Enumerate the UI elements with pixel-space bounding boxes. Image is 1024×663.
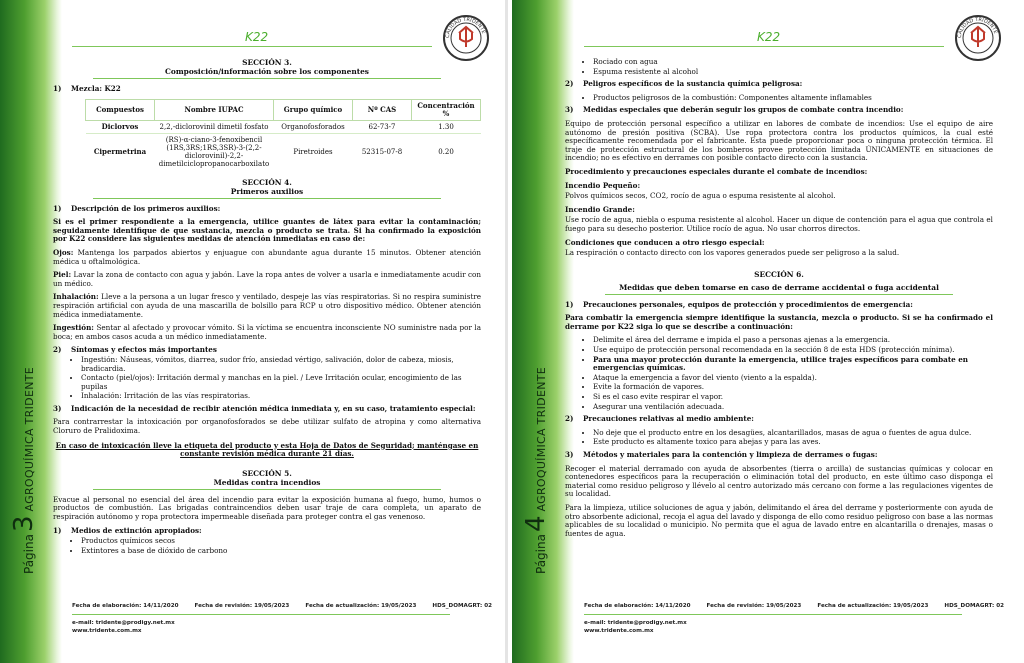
page-number: 3	[9, 515, 39, 533]
document-page-3	[0, 0, 499, 663]
footer-web: www.tridente.com.mx	[584, 628, 654, 634]
section-5-title: SECCIÓN 5.	[242, 468, 292, 478]
section-rule	[93, 78, 441, 79]
spill-list	[565, 336, 993, 411]
fire-intro: Evacue al personal no esencial del área del incendio para evitar la exposición humana al fuego, humo, humos o productos de combustión. Las brigadas contraincendios deben usar traje de cara completa, un aparato de respiración autónomo y ropa protectora impermeable diseñada para proteger contra el gas venenoso.	[53, 494, 481, 522]
table-cell: Piretroides	[293, 147, 333, 156]
firefighter-heading: 3) Medidas especiales que deberán seguir los grupos de combate contra incendio:	[565, 105, 904, 115]
section-6-subtitle: Medidas que deben tomarse en caso de derrame accidental o fuga accidental	[619, 282, 939, 292]
first-aid-heading: 1) Descripción de los primeros auxilios:	[53, 203, 221, 213]
calidad-tridente-seal-icon	[442, 14, 490, 62]
col-header: Grupo químico	[274, 99, 353, 120]
page-label-prefix: Página	[534, 534, 548, 574]
list-item: • Este producto es altamente toxico para abejas y para las aves.	[593, 438, 993, 447]
calidad-tridente-seal-icon	[954, 14, 1002, 62]
small-fire-heading: Incendio Pequeño:	[565, 180, 641, 190]
list-item: • Ataque la emergencia a favor del viento (viento a la espalda).	[593, 374, 993, 383]
conditions-heading: Condiciones que conducen a otro riesgo especial:	[565, 237, 765, 247]
section-6-title: SECCIÓN 6.	[754, 269, 804, 279]
equipment-paragraph: Equipo de protección personal específico a utilizar en labores de combate de incendios: Use el equipo de aire autónomo de presión positiva (SCBA). Use ropa protectora contra los productos químicos, la cual esté específicamente recomendada por el fabricante. Esta puede proporcionar poca o ninguna protección térmica. El traje de protección estructural de los bomberos provee protección limitada ÚNICAMENTE en situaciones de incendio; no es efectivo en derrames con posible contacto directo con la sustancia.	[565, 118, 993, 163]
personal-precautions-heading: 1) Precauciones personales, equipos de protección y procedimientos de emergencia:	[565, 299, 913, 309]
extinction-list-cont	[565, 58, 993, 76]
large-fire-heading: Incendio Grande:	[565, 204, 635, 214]
table-cell: 1.30	[412, 120, 481, 133]
list-item: • Asegurar una ventilación adecuada.	[593, 403, 993, 412]
table-cell: 62-73-7	[353, 120, 412, 133]
footer-code: HDS_DOMAGRT: 02	[944, 603, 1004, 609]
col-header: Compuestos	[86, 99, 155, 120]
piel-paragraph: Piel: Lavar la zona de contacto con agua y jabón. Lave la ropa antes de volver a usarla e inmediatamente acudir con un médico.	[53, 270, 481, 288]
footer-email: e-mail: tridente@prodigy.net.mx	[584, 620, 687, 626]
composition-table	[85, 99, 481, 170]
table-cell: Cipermetrina	[93, 146, 147, 156]
col-header: Nº CAS	[353, 99, 412, 120]
col-header: Nombre IUPAC	[155, 99, 274, 120]
ojos-paragraph: Ojos: Mantenga los parpados abiertos y enjuague con abundante agua durante 15 minutos. Obtener atención médica u oftalmológica.	[53, 247, 481, 266]
section-5-subtitle: Medidas contra incendios	[213, 477, 321, 487]
footer-email: e-mail: tridente@prodigy.net.mx	[72, 620, 175, 626]
page-gutter	[505, 0, 508, 663]
list-item: • Inhalación: Irritación de las vías respiratorias.	[81, 392, 481, 401]
procedure-heading: Procedimiento y precauciones especiales durante el combate de incendios:	[565, 166, 868, 176]
list-item: • Productos peligrosos de la combustión: Componentes altamente inflamables	[593, 94, 993, 103]
inhalacion-paragraph: Inhalación: Lleve a la persona a un lugar fresco y ventilado, despeje las vías respiratorias. Si no respira suministre respiración artificial con ayuda de una mascarilla de bolsillo para RCP u otro dispositivo médico. Obtener atención médica inmediatamente.	[53, 292, 481, 319]
table-cell: (RS)-α-ciano-3-fenoxibencil (1RS,3RS;1RS,3SR)-3-(2,2-diclorovinil)-2,2-dimetilciclopropanocarboxilato	[158, 135, 270, 168]
environment-heading: 2) Precauciones relativas al medio ambiente:	[565, 414, 754, 424]
list-item: • Para una mayor protección durante la emergencia, utilice trajes específicos para combate en emergencias químicas.	[593, 356, 993, 373]
symptoms-list	[53, 356, 481, 401]
header-rule	[584, 46, 944, 47]
containment-paragraph: Recoger el material derramado con ayuda de absorbentes (tierra o arcilla) de sustancias químicas y colocar en contenedores específicos para la recuperación o eliminación total del producto, en este último caso disponga el material como residuo peligroso y llévelo al centro autorizado más cercano con forme a las regulaciones vigentes de su localidad.	[565, 463, 993, 499]
section-3-subtitle: Composición/información sobre los componentes	[165, 67, 369, 76]
footer-revision: Fecha de revisión: 19/05/2023	[194, 603, 290, 609]
list-item: • Use equipo de protección personal recomendada en la sección 8 de esta HDS (protección mínima).	[593, 346, 993, 355]
footer-web: www.tridente.com.mx	[72, 628, 142, 634]
environment-list	[565, 429, 993, 447]
treatment-heading: 3) Indicación de la necesidad de recibir atención médica inmediata y, en su caso, tratamiento especial:	[53, 403, 476, 413]
list-item: • Si es el caso evite respirar el vapor.	[593, 393, 993, 402]
company-name: AGROQUÍMICA TRIDENTE	[23, 367, 36, 512]
cleaning-paragraph: Para la limpieza, utilice soluciones de agua y jabón, delimitando el área del derrame y posteriormente con ayuda de otro absorbente adicional, recoja el agua del lavado y disponga de ello como residuo peligroso con base a las normas aplicables de su localidad o municipio. No permita que el agua de lavado entre en alcantarilla o drenajes, masas o fuentes de agua.	[565, 502, 993, 538]
section-3-title: SECCIÓN 3.	[242, 58, 292, 67]
list-item: • Espuma resistente al alcohol	[593, 68, 993, 77]
list-item: • No deje que el producto entre en los desagües, alcantarillados, masas de agua o fuentes de agua dulce.	[593, 429, 993, 438]
list-item: • Rociado con agua	[593, 58, 993, 67]
list-item: • Contacto (piel/ojos): Irritación dermal y manchas en la piel. / Leve Irritación ocular, encogimiento de las pupilas	[81, 374, 481, 391]
table-cell: Organofosforados	[274, 120, 353, 133]
table-header-row	[86, 99, 481, 120]
footer-actualizacion: Fecha de actualización: 19/05/2023	[305, 603, 417, 609]
warning-note: En caso de intoxicación lleve la etiqueta del producto y esta Hoja de Datos de Seguridad; manténgase en constante revisión médica durante 21 días.	[55, 440, 479, 459]
document-page-4	[512, 0, 1011, 663]
section-rule	[93, 489, 441, 490]
section-rule	[93, 198, 441, 199]
first-aid-intro: Si es el primer respondiente a la emergencia, utilice guantes de látex para evitar la contaminación; seguidamente identifique de que sustancia, mezcla o producto se trata. Si ha confirmado la exposición por K22 considere las siguientes medidas de atención inmediatas en caso de:	[53, 217, 481, 244]
section-4-title: SECCIÓN 4.	[242, 177, 292, 187]
table-cell: 0.20	[438, 147, 454, 156]
list-item: • Evite la formación de vapores.	[593, 383, 993, 392]
extinction-heading: 1) Medios de extinción apropiados:	[53, 525, 202, 535]
spill-intro: Para combatir la emergencia siempre identifique la sustancia, mezcla o producto. Si se ha confirmado el derrame por K22 siga lo que se describe a continuación:	[565, 313, 993, 331]
conditions-text: La respiración o contacto directo con los vapores generados puede ser peligroso a la salud.	[565, 248, 900, 258]
treatment-paragraph: Para contrarrestar la intoxicación por organofosforados se debe utilizar sulfato de atropina y como alternativa Cloruro de Pralidoxima.	[53, 417, 481, 436]
table-cell: 52315-07-8	[361, 147, 403, 156]
page-number: 4	[521, 515, 551, 533]
col-header: Concentración %	[412, 99, 481, 120]
footer-rule	[72, 614, 450, 615]
list-item: • Delimite el área del derrame e impida el paso a personas ajenas a la emergencia.	[593, 336, 993, 345]
section-4-subtitle: Primeros auxilios	[230, 186, 304, 196]
doc-title: K22	[245, 30, 269, 44]
large-fire-text: Use rocío de agua, niebla o espuma resistente al alcohol. Hacer un dique de contención para el agua que controla el fuego para su desecho posterior. Utilice rocío de agua. No usar chorros directos.	[565, 215, 993, 233]
page-label-prefix: Página	[22, 534, 36, 574]
footer-rule	[584, 614, 962, 615]
ingestion-paragraph: Ingestión: Sentar al afectado y provocar vómito. Si la víctima se encuentra inconsciente NO suministre nada por la boca; en ambos casos acuda a un médico inmediatamente.	[53, 323, 481, 341]
sidebar-page-label	[9, 324, 39, 574]
hazards-list	[565, 94, 993, 103]
table-row	[86, 120, 481, 133]
footer-revision: Fecha de revisión: 19/05/2023	[706, 603, 802, 609]
section-rule	[605, 294, 953, 295]
symptoms-heading: 2) Síntomas y efectos más importantes	[53, 345, 217, 355]
sidebar-page-label	[521, 324, 551, 574]
list-item: • Productos químicos secos	[81, 537, 481, 546]
header-rule	[72, 46, 432, 47]
footer-actualizacion: Fecha de actualización: 19/05/2023	[817, 603, 929, 609]
company-name: AGROQUÍMICA TRIDENTE	[535, 367, 548, 512]
page-footer	[584, 603, 1004, 635]
table-cell: Diclorvos	[86, 120, 155, 133]
mezcla-heading: 1) Mezcla: K22	[53, 84, 121, 93]
extinction-list	[53, 537, 481, 555]
small-fire-text: Polvos químicos secos, CO2, rocío de agua o espuma resistente al alcohol.	[565, 191, 836, 201]
containment-heading: 3) Métodos y materiales para la contención y limpieza de derrames o fugas:	[565, 450, 878, 459]
footer-elaboracion: Fecha de elaboración: 14/11/2020	[72, 603, 179, 609]
svg-text:CALIDAD TRIDENTE: CALIDAD TRIDENTE	[956, 16, 999, 39]
svg-text:CALIDAD TRIDENTE: CALIDAD TRIDENTE	[444, 16, 487, 39]
list-item: • Extintores a base de dióxido de carbono	[81, 547, 481, 556]
list-item: • Ingestión: Náuseas, vómitos, diarrea, sudor frío, ansiedad vértigo, salivación, dolor de cabeza, miosis, bradicardia.	[81, 356, 481, 373]
page-footer	[72, 603, 492, 635]
footer-elaboracion: Fecha de elaboración: 14/11/2020	[584, 603, 691, 609]
doc-title: K22	[757, 30, 781, 44]
footer-code: HDS_DOMAGRT: 02	[432, 603, 492, 609]
table-cell: 2,2,-diclorovinil dimetil fosfato	[155, 120, 274, 133]
table-row	[86, 133, 481, 170]
hazards-heading: 2) Peligros específicos de la sustancia química peligrosa:	[565, 79, 803, 89]
